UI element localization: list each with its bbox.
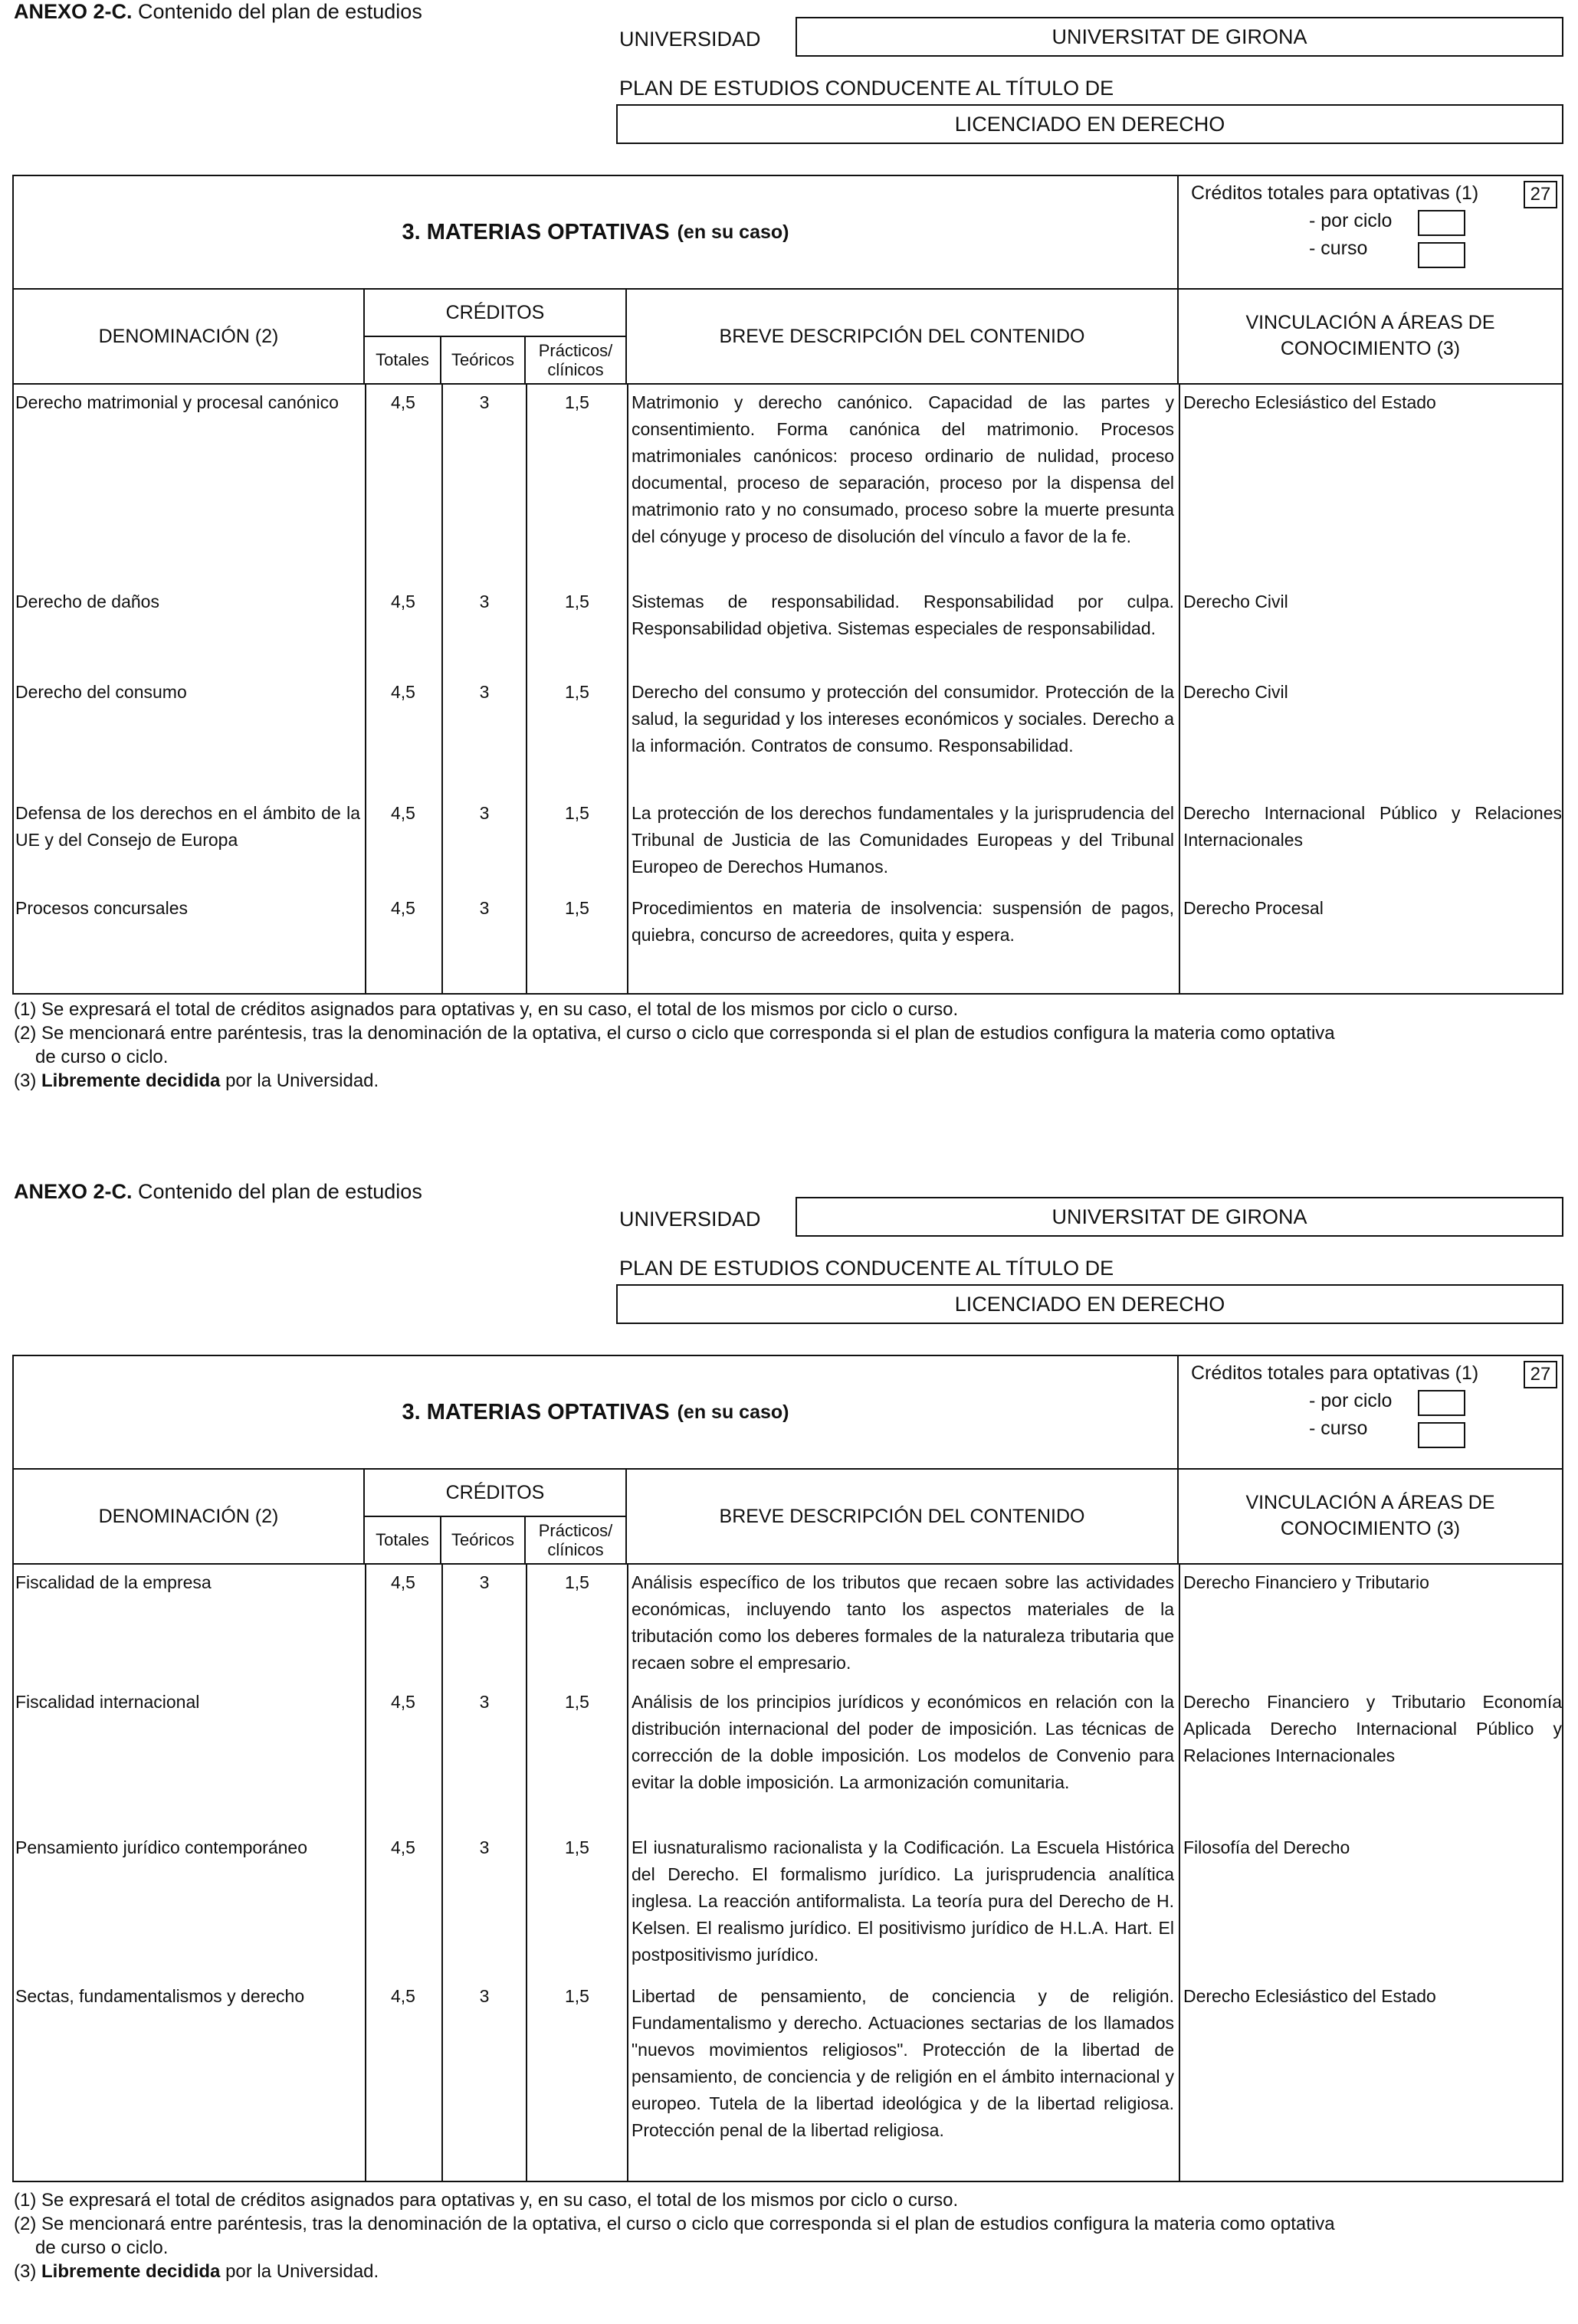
curso-box <box>1418 242 1465 268</box>
row-practicos: 1,5 <box>565 1986 589 2006</box>
col-denominacion: DENOMINACIÓN (2) <box>14 290 365 385</box>
materias-table <box>12 1355 1563 2182</box>
col-totales: Totales <box>365 1517 441 1563</box>
footnote-3-rest: por la Universidad. <box>225 2261 379 2282</box>
footnote-1: (1) Se expresará el total de créditos asignados para optativas y, en su caso, el total de los mismos por ciclo o curso. <box>14 2190 959 2211</box>
row-totales: 4,5 <box>391 592 415 611</box>
section-title-note: (en su caso) <box>677 221 789 243</box>
row-vinculacion: Derecho Financiero y Tributario Economía Aplicada Derecho Internacional Público y Relaciones Internacionales <box>1183 1692 1562 1765</box>
row-totales: 4,5 <box>391 1986 415 2006</box>
universidad-value: UNIVERSITAT DE GIRONA <box>796 1197 1563 1237</box>
col-divider <box>627 1565 628 2181</box>
row-vinculacion: Derecho Internacional Público y Relaciones Internacionales <box>1183 803 1562 850</box>
col-divider <box>627 385 628 993</box>
footnotes <box>14 2188 1335 2283</box>
footnote-3-bold: Libremente decidida <box>41 1070 221 1091</box>
table-header <box>14 176 1562 290</box>
plan-label: PLAN DE ESTUDIOS CONDUCENTE AL TÍTULO DE <box>619 77 1114 100</box>
creditos-optativas <box>1179 1356 1562 1468</box>
anexo-title-bold: ANEXO 2-C. <box>14 1180 133 1203</box>
row-practicos: 1,5 <box>565 592 589 611</box>
creditos-optativas <box>1179 176 1562 288</box>
por-ciclo-label: - por ciclo <box>1309 1390 1393 1411</box>
row-vinculacion: Derecho Civil <box>1183 682 1288 702</box>
row-vinculacion: Derecho Eclesiástico del Estado <box>1183 1986 1436 2006</box>
col-vinculacion <box>1179 290 1562 385</box>
creditos-totales-value: 27 <box>1524 1361 1557 1388</box>
anexo-title <box>14 0 422 24</box>
footnote-2: (2) Se mencionará entre paréntesis, tras la denominación de la optativa, el curso o ciclo que corresponda si el plan de estudios configura la materia como optativa <box>14 2214 1335 2234</box>
plan-value: LICENCIADO EN DERECHO <box>616 1284 1563 1324</box>
row-totales: 4,5 <box>391 1837 415 1857</box>
anexo-title-rest: Contenido del plan de estudios <box>138 0 422 23</box>
plan-value: LICENCIADO EN DERECHO <box>616 104 1563 144</box>
row-teoricos: 3 <box>479 392 490 412</box>
row-name: Fiscalidad internacional <box>15 1692 200 1712</box>
row-name: Defensa de los derechos en el ámbito de la UE y del Consejo de Europa <box>15 803 360 850</box>
curso-label: - curso <box>1309 1418 1368 1439</box>
col-teoricos: Teóricos <box>441 337 526 383</box>
row-teoricos: 3 <box>479 592 490 611</box>
col-divider <box>441 1565 443 2181</box>
col-divider <box>365 1565 366 2181</box>
row-name: Derecho del consumo <box>15 682 187 702</box>
row-practicos: 1,5 <box>565 898 589 918</box>
row-vinculacion: Derecho Procesal <box>1183 898 1324 918</box>
universidad-label: UNIVERSIDAD <box>619 28 761 51</box>
col-descripcion: BREVE DESCRIPCIÓN DEL CONTENIDO <box>627 1470 1179 1565</box>
row-totales: 4,5 <box>391 898 415 918</box>
footnote-3-prefix: (3) <box>14 2261 37 2282</box>
col-creditos <box>365 290 627 385</box>
row-vinculacion: Derecho Financiero y Tributario <box>1183 1572 1429 1592</box>
section-title-text: 3. MATERIAS OPTATIVAS <box>402 1399 670 1424</box>
row-teoricos: 3 <box>479 1837 490 1857</box>
creditos-totales-label: Créditos totales para optativas (1) <box>1191 1362 1479 1384</box>
row-vinculacion: Derecho Civil <box>1183 592 1288 611</box>
row-descripcion: Análisis de los principios jurídicos y económicos en relación con la distribución internacional del poder de imposición. Las técnicas de corrección de la doble imposición. Los modelos de Convenio para evitar la doble imposición. La armonización comunitaria. <box>632 1692 1174 1792</box>
footnote-3-rest: por la Universidad. <box>225 1070 379 1091</box>
section-title <box>14 176 1179 288</box>
row-practicos: 1,5 <box>565 1837 589 1857</box>
plan-label: PLAN DE ESTUDIOS CONDUCENTE AL TÍTULO DE <box>619 1257 1114 1280</box>
row-name: Derecho de daños <box>15 592 159 611</box>
footnote-2-cont: de curso o ciclo. <box>35 1047 169 1067</box>
row-practicos: 1,5 <box>565 803 589 823</box>
section-title <box>14 1356 1179 1468</box>
section-title-note: (en su caso) <box>677 1401 789 1423</box>
row-teoricos: 3 <box>479 1572 490 1592</box>
universidad-value: UNIVERSITAT DE GIRONA <box>796 17 1563 57</box>
materias-table <box>12 175 1563 995</box>
footnote-3 <box>14 2260 1335 2283</box>
col-vinculacion <box>1179 1470 1562 1565</box>
row-totales: 4,5 <box>391 392 415 412</box>
row-vinculacion: Derecho Eclesiástico del Estado <box>1183 392 1436 412</box>
section-title-text: 3. MATERIAS OPTATIVAS <box>402 219 670 244</box>
row-name: Pensamiento jurídico contemporáneo <box>15 1837 308 1857</box>
row-name: Sectas, fundamentalismos y derecho <box>15 1986 305 2006</box>
por-ciclo-label: - por ciclo <box>1309 210 1393 231</box>
creditos-totales-value: 27 <box>1524 181 1557 208</box>
row-descripcion: Sistemas de responsabilidad. Responsabilidad por culpa. Responsabilidad objetiva. Sistemas especiales de responsabilidad. <box>632 592 1174 638</box>
curso-label: - curso <box>1309 238 1368 259</box>
row-name: Procesos concursales <box>15 898 188 918</box>
footnotes <box>14 998 1335 1093</box>
row-descripcion: El iusnaturalismo racionalista y la Codificación. La Escuela Histórica del Derecho. El formalismo jurídico. La jurisprudencia analítica inglesa. La reacción antiformalista. La teoría pura del Derecho de H. Kelsen. El realismo jurídico. El positivismo jurídico de H.L.A. Hart. El postpositivismo jurídico. <box>632 1837 1174 1965</box>
row-totales: 4,5 <box>391 1572 415 1592</box>
col-practicos: Prácticos/ clínicos <box>538 340 613 379</box>
footnote-3 <box>14 1069 1335 1093</box>
row-descripcion: Análisis específico de los tributos que recaen sobre las actividades económicas, incluyendo tanto los aspectos materiales de la tributación como los deberes formales de la naturaleza tributaria que recaen sobre el empresario. <box>632 1572 1174 1673</box>
anexo-title <box>14 1180 422 1204</box>
footnote-3-bold: Libremente decidida <box>41 2261 221 2282</box>
col-totales: Totales <box>365 337 441 383</box>
row-totales: 4,5 <box>391 803 415 823</box>
anexo-title-bold: ANEXO 2-C. <box>14 0 133 23</box>
universidad-label: UNIVERSIDAD <box>619 1208 761 1231</box>
col-denominacion: DENOMINACIÓN (2) <box>14 1470 365 1565</box>
row-practicos: 1,5 <box>565 1692 589 1712</box>
row-practicos: 1,5 <box>565 682 589 702</box>
row-name: Fiscalidad de la empresa <box>15 1572 212 1592</box>
footnote-3-prefix: (3) <box>14 1070 37 1091</box>
row-teoricos: 3 <box>479 803 490 823</box>
por-ciclo-box <box>1418 1390 1465 1416</box>
anexo-2 <box>0 1180 1578 2324</box>
col-creditos-title: CRÉDITOS <box>365 1470 625 1517</box>
row-descripcion: Libertad de pensamiento, de conciencia y de religión. Fundamentalismo y derecho. Actuaciones sectarias de los llamados "nuevos movimientos religiosos". Protección de la libertad de pensamiento, de conciencia y de religión en el ámbito internacional y europeo. Tutela de la libertad ideológica y de la libertad religiosa. Protección penal de la libertad religiosa. <box>632 1986 1174 2140</box>
row-teoricos: 3 <box>479 1986 490 2006</box>
row-name: Derecho matrimonial y procesal canónico <box>15 392 339 412</box>
table-header <box>14 1356 1562 1470</box>
col-teoricos: Teóricos <box>441 1517 526 1563</box>
col-creditos-title: CRÉDITOS <box>365 290 625 337</box>
row-descripcion: La protección de los derechos fundamentales y la jurisprudencia del Tribunal de Justicia de las Comunidades Europeas y del Tribunal Europeo de Derechos Humanos. <box>632 803 1174 877</box>
row-totales: 4,5 <box>391 1692 415 1712</box>
row-vinculacion: Filosofía del Derecho <box>1183 1837 1350 1857</box>
col-creditos <box>365 1470 627 1565</box>
row-teoricos: 3 <box>479 682 490 702</box>
row-teoricos: 3 <box>479 898 490 918</box>
row-practicos: 1,5 <box>565 392 589 412</box>
row-descripcion: Matrimonio y derecho canónico. Capacidad de las partes y consentimiento. Forma canónica del matrimonio. Procesos matrimoniales canónicos: proceso ordinario de nulidad, proceso documental, proceso de separación, proceso por la dispensa del matrimonio rato y no consumado, proceso sobre la muerte presunta del cónyuge y proceso de disolución del vínculo a favor de la fe. <box>632 392 1174 546</box>
footnote-1: (1) Se expresará el total de créditos asignados para optativas y, en su caso, el total de los mismos por ciclo o curso. <box>14 999 959 1020</box>
por-ciclo-box <box>1418 210 1465 236</box>
row-teoricos: 3 <box>479 1692 490 1712</box>
creditos-totales-label: Créditos totales para optativas (1) <box>1191 182 1479 204</box>
col-divider <box>526 1565 527 2181</box>
col-descripcion: BREVE DESCRIPCIÓN DEL CONTENIDO <box>627 290 1179 385</box>
row-practicos: 1,5 <box>565 1572 589 1592</box>
footnote-2: (2) Se mencionará entre paréntesis, tras la denominación de la optativa, el curso o ciclo que corresponda si el plan de estudios configura la materia como optativa <box>14 1023 1335 1044</box>
anexo-1 <box>0 0 1578 1144</box>
row-totales: 4,5 <box>391 682 415 702</box>
row-descripcion: Derecho del consumo y protección del consumidor. Protección de la salud, la seguridad y los intereses económicos y sociales. Derecho a la información. Contratos de consumo. Responsabilidad. <box>632 682 1174 756</box>
footnote-2-cont: de curso o ciclo. <box>35 2237 169 2258</box>
col-divider <box>1179 385 1180 993</box>
col-divider <box>1179 1565 1180 2181</box>
curso-box <box>1418 1422 1465 1448</box>
col-vinculacion-text: VINCULACIÓN A ÁREAS DE CONOCIMIENTO (3) <box>1245 312 1495 359</box>
col-vinculacion-text: VINCULACIÓN A ÁREAS DE CONOCIMIENTO (3) <box>1245 1492 1495 1539</box>
anexo-title-rest: Contenido del plan de estudios <box>138 1180 422 1203</box>
col-practicos: Prácticos/ clínicos <box>538 1520 613 1559</box>
row-descripcion: Procedimientos en materia de insolvencia: suspensión de pagos, quiebra, concurso de acreedores, quita y espera. <box>632 898 1174 945</box>
